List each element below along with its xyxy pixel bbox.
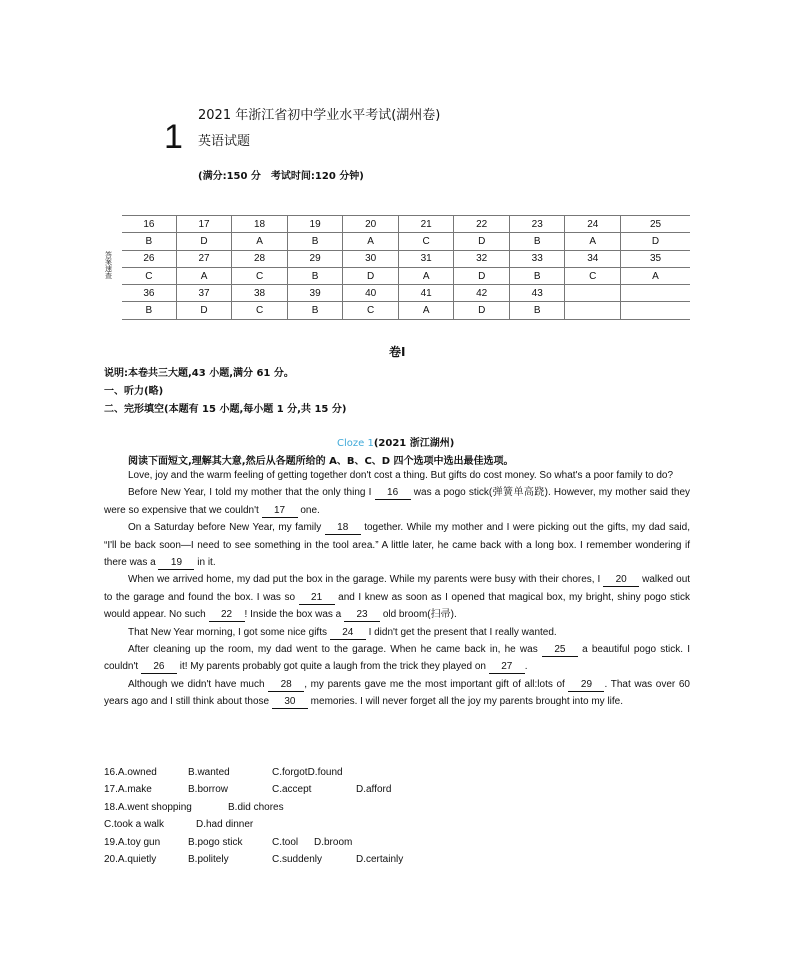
option-d[interactable]: D.broom <box>314 836 353 848</box>
option-c[interactable]: C.took a walk <box>104 819 165 831</box>
option-d[interactable]: D.afford <box>356 784 392 796</box>
exam-meta: (满分:150 分 考试时间:120 分钟) <box>198 171 364 182</box>
option-a[interactable]: 19.A.toy gun <box>104 836 161 848</box>
blank-19: 19 <box>158 557 194 570</box>
blank-29: 29 <box>568 679 604 692</box>
answer-cell: 19 <box>287 216 343 233</box>
answer-cell: 33 <box>509 250 565 267</box>
option-b[interactable]: B.pogo stick <box>188 836 243 848</box>
answer-cell: B <box>509 267 565 284</box>
blank-26: 26 <box>141 661 177 674</box>
answer-cell: 42 <box>454 285 510 302</box>
answer-cell: 30 <box>343 250 399 267</box>
option-a[interactable]: 18.A.went shopping <box>104 801 192 813</box>
answer-table-row <box>122 285 690 302</box>
option-d[interactable]: D.found <box>307 767 343 778</box>
option-a[interactable]: 17.A.make <box>104 784 152 796</box>
option-d[interactable]: D.certainly <box>356 854 404 866</box>
answer-cell: D <box>454 302 510 319</box>
blank-17: 17 <box>262 505 298 518</box>
option-b[interactable]: B.borrow <box>188 784 229 796</box>
answer-cell: 16 <box>122 216 176 233</box>
answer-cell: 18 <box>232 216 288 233</box>
option-b[interactable]: B.politely <box>188 854 229 866</box>
answer-cell: 36 <box>122 285 176 302</box>
answer-options <box>104 764 403 868</box>
answer-cell: B <box>287 267 343 284</box>
exam-subject: 英语试题 <box>198 134 251 149</box>
answer-cell: C <box>232 302 288 319</box>
answer-table-row <box>122 216 690 233</box>
options-17 <box>104 781 403 798</box>
answer-cell: 25 <box>621 216 690 233</box>
blank-28: 28 <box>268 679 304 692</box>
option-b[interactable]: B.did chores <box>228 801 284 813</box>
answer-cell: C <box>343 302 399 319</box>
answer-cell: 38 <box>232 285 288 302</box>
section-note: 说明:本卷共三大题,43 小题,满分 61 分。 <box>104 368 294 379</box>
answer-cell: A <box>176 267 232 284</box>
answer-cell: A <box>621 267 690 284</box>
blank-16: 16 <box>375 487 411 500</box>
answer-table-row <box>122 302 690 319</box>
answer-cell: 41 <box>398 285 454 302</box>
blank-30: 30 <box>272 696 308 709</box>
answer-cell: A <box>398 267 454 284</box>
paragraph-3: On a Saturday before New Year, my family 18 together. While my mother and I were picking out the gifts, my dad said, “I'll be back soon—I need to see something in the tool area.” A little later, he came back with a long box. I remember wondering if there was a 19 in it. <box>104 522 690 569</box>
answer-cell: 37 <box>176 285 232 302</box>
answer-cell <box>565 285 621 302</box>
answer-cell: 23 <box>509 216 565 233</box>
answer-cell: 43 <box>509 285 565 302</box>
answer-cell <box>621 285 690 302</box>
answer-cell: 31 <box>398 250 454 267</box>
blank-27: 27 <box>489 661 525 674</box>
answer-cell: 29 <box>287 250 343 267</box>
answer-cell: 40 <box>343 285 399 302</box>
paper-number: 1 <box>164 118 183 156</box>
paragraph-1: Love, joy and the warm feeling of getting together don't cost a thing. But gifts do cost money. So what's a poor family to do? <box>128 470 674 481</box>
answer-cell: B <box>509 302 565 319</box>
options-16 <box>104 764 403 781</box>
answer-cell: 27 <box>176 250 232 267</box>
option-c[interactable]: C.accept <box>272 784 312 796</box>
answer-cell: 28 <box>232 250 288 267</box>
answer-cell: B <box>509 233 565 250</box>
answer-cell <box>565 302 621 319</box>
exam-title: 2021 年浙江省初中学业水平考试(湖州卷) <box>198 108 441 123</box>
blank-25: 25 <box>542 644 578 657</box>
section-title: 卷Ⅰ <box>389 345 406 359</box>
cloze-instruction: 阅读下面短文,理解其大意,然后从各题所给的 A、B、C、D 四个选项中选出最佳选项。 <box>128 456 514 467</box>
answer-table-row <box>122 250 690 267</box>
answer-cell: D <box>176 302 232 319</box>
paragraph-5: That New Year morning, I got some nice gifts 24 I didn't get the present that I really wanted. <box>128 626 557 638</box>
answer-cell: A <box>565 233 621 250</box>
blank-21: 21 <box>299 592 335 605</box>
answer-cell: D <box>454 233 510 250</box>
cloze-source: (2021 浙江湖州) <box>373 438 455 449</box>
answer-cell: 20 <box>343 216 399 233</box>
blank-22: 22 <box>209 609 245 622</box>
answer-cell: A <box>232 233 288 250</box>
part-cloze: 二、完形填空(本题有 15 小题,每小题 1 分,共 15 分) <box>104 404 347 415</box>
answer-table <box>122 215 690 320</box>
options-18a <box>104 799 403 816</box>
answer-cell: C <box>232 267 288 284</box>
answer-cell: 22 <box>454 216 510 233</box>
option-c[interactable]: C.tool <box>272 836 299 848</box>
answer-cell: B <box>287 302 343 319</box>
cloze-heading <box>337 434 454 449</box>
options-19 <box>104 834 403 851</box>
answer-cell: 32 <box>454 250 510 267</box>
answer-cell: C <box>398 233 454 250</box>
answer-cell <box>621 302 690 319</box>
paragraph-6: After cleaning up the room, my dad went to the garage. When he came back in, he was 25 a beautiful pogo stick. I couldn't 26 it! My parents probably got quite a laugh from the trick they played on 27 . <box>104 644 690 673</box>
option-a[interactable]: 20.A.quietly <box>104 854 157 866</box>
answer-table-label: 答案速查 <box>105 251 112 280</box>
answer-cell: 24 <box>565 216 621 233</box>
paragraph-7: Although we didn't have much 28 , my parents gave me the most important gift of all:lots of 29 . That was over 60 years ago and I still think about those 30 memories. I will never forget all the joy my parents brought into my life. <box>104 678 690 708</box>
answer-cell: D <box>621 233 690 250</box>
option-a[interactable]: 16.A.owned <box>104 767 157 778</box>
options-20 <box>104 851 403 868</box>
answer-cell: B <box>122 233 176 250</box>
answer-table-row <box>122 267 690 284</box>
part-listening: 一、听力(略) <box>104 386 164 397</box>
answer-cell: B <box>122 302 176 319</box>
cloze-passage <box>104 467 690 711</box>
answer-cell: D <box>454 267 510 284</box>
blank-20: 20 <box>603 574 639 587</box>
blank-23: 23 <box>344 609 380 622</box>
paragraph-4: When we arrived home, my dad put the box in the garage. While my parents were busy with their chores, I 20 walked out to the garage and found the box. I was so 21 and I knew as soon as I opened that magical box, my bright, shiny pogo stick would appear. No such 22 ! Inside the box was a 23 old broom(扫帚). <box>104 574 691 621</box>
answer-cell: C <box>122 267 176 284</box>
answer-cell: 17 <box>176 216 232 233</box>
answer-cell: 39 <box>287 285 343 302</box>
answer-cell: A <box>343 233 399 250</box>
cloze-label: Cloze 1 <box>337 438 374 449</box>
answer-cell: D <box>176 233 232 250</box>
options-18b <box>104 816 403 833</box>
answer-cell: 35 <box>621 250 690 267</box>
option-c[interactable]: C.forgot <box>272 767 308 778</box>
answer-cell: B <box>287 233 343 250</box>
answer-cell: D <box>343 267 399 284</box>
answer-cell: 34 <box>565 250 621 267</box>
answer-cell: C <box>565 267 621 284</box>
option-c[interactable]: C.suddenly <box>272 854 323 866</box>
blank-24: 24 <box>330 627 366 640</box>
answer-table-row <box>122 233 690 250</box>
answer-cell: 26 <box>122 250 176 267</box>
option-b[interactable]: B.wanted <box>188 767 230 778</box>
answer-cell: A <box>398 302 454 319</box>
answer-cell: 21 <box>398 216 454 233</box>
option-d[interactable]: D.had dinner <box>196 819 254 831</box>
paragraph-2: Before New Year, I told my mother that the only thing I 16 was a pogo stick(弹簧单高跷). However, my mother said they were so expensive that we couldn't 17 one. <box>104 487 691 516</box>
blank-18: 18 <box>325 522 361 535</box>
